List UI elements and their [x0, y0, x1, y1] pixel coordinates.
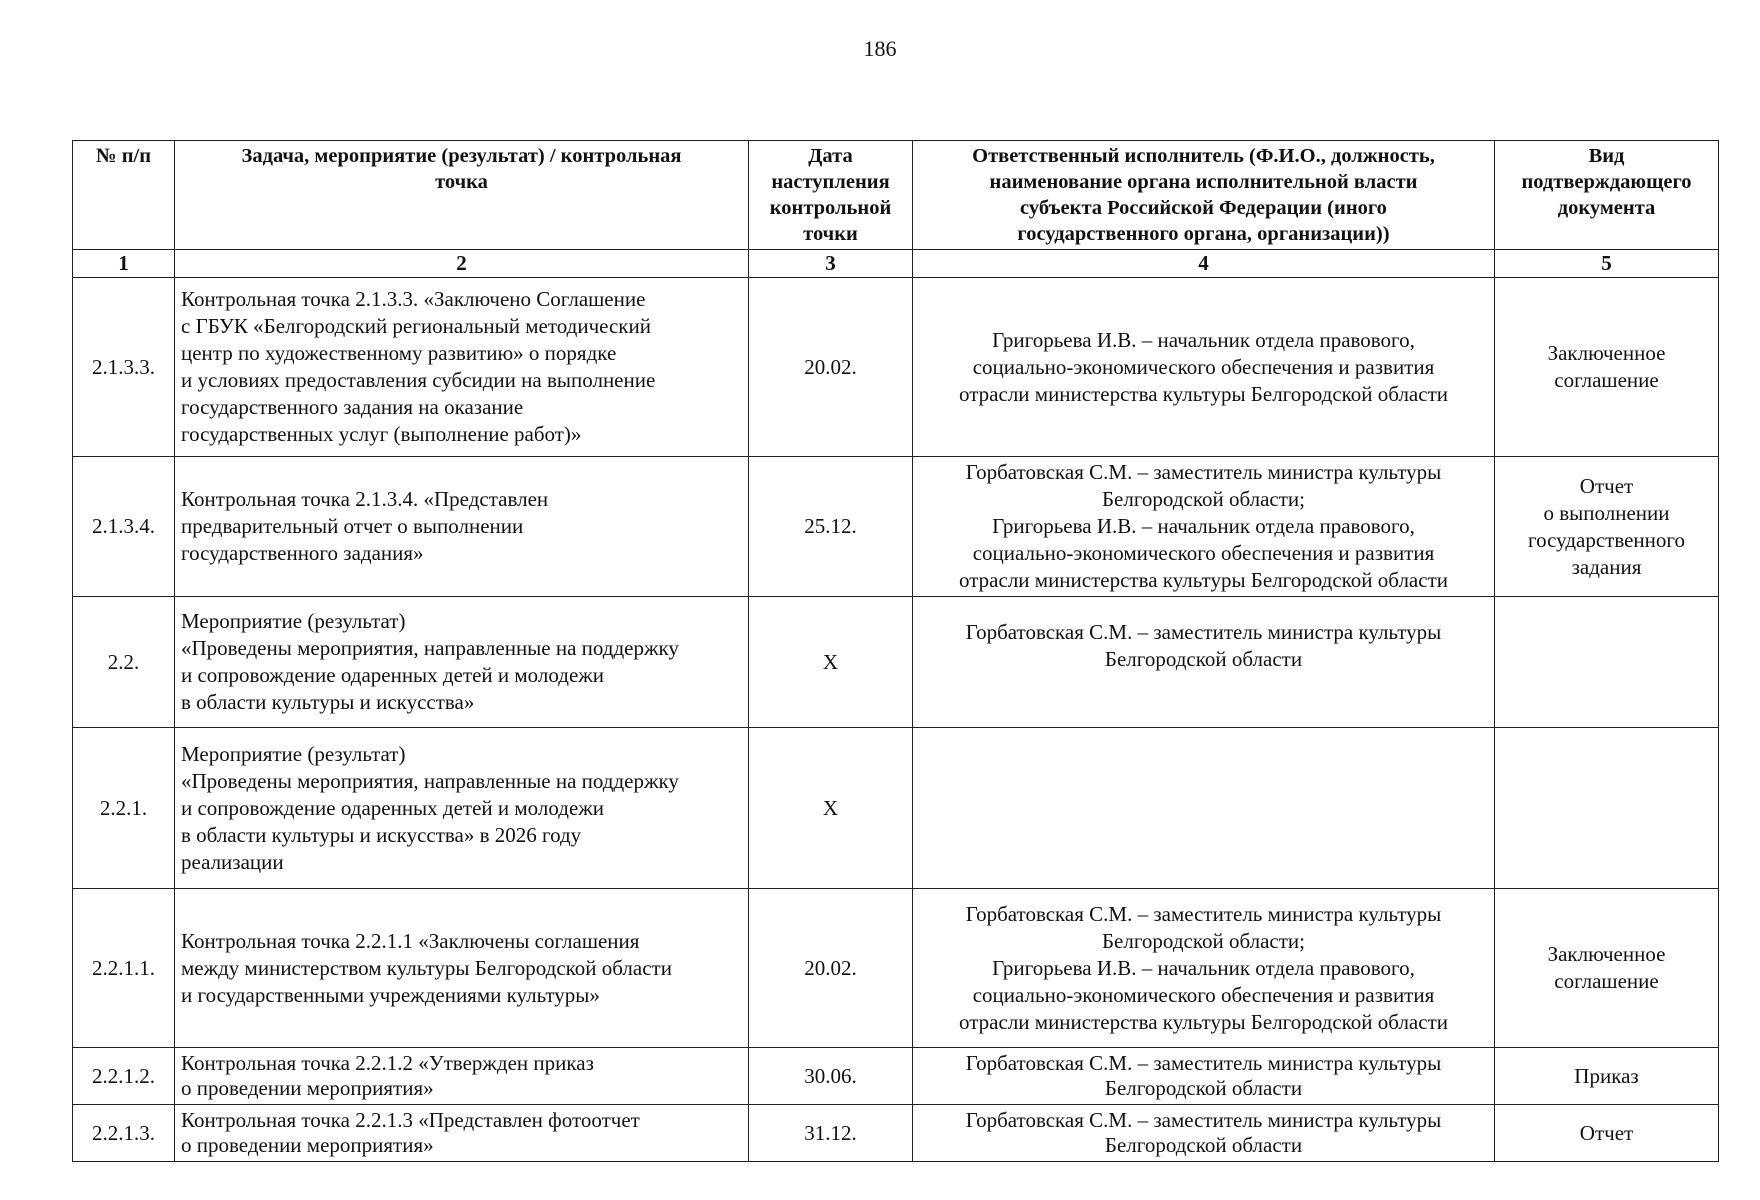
- row-task: Контрольная точка 2.2.1.3 «Представлен фотоотчет о проведении мероприятия»: [175, 1105, 749, 1162]
- row-executor: Горбатовская С.М. – заместитель министра культуры Белгородской области; Григорьева И.В. – начальник отдела правового, социально-экономического обеспечения и развития отрасли министерства культуры Белгородской области: [913, 889, 1495, 1048]
- row-executor: Горбатовская С.М. – заместитель министра культуры Белгородской области; Григорьева И.В. – начальник отдела правового, социально-экономического обеспечения и развития отрасли министерства культуры Белгородской области: [913, 457, 1495, 597]
- row-task: Мероприятие (результат) «Проведены мероприятия, направленные на поддержку и сопровождение одаренных детей и молодежи в области культуры и искусства» в 2026 году реализации: [175, 728, 749, 889]
- row-executor: [913, 728, 1495, 889]
- row-number: 2.2.1.1.: [73, 889, 175, 1048]
- row-date: 30.06.: [749, 1048, 913, 1105]
- row-date: 25.12.: [749, 457, 913, 597]
- column-number-row: [73, 250, 1719, 278]
- row-executor: Горбатовская С.М. – заместитель министра культуры Белгородской области: [913, 597, 1495, 728]
- row-number: 2.1.3.3.: [73, 278, 175, 457]
- row-document: [1495, 728, 1719, 889]
- column-number: 2: [175, 250, 749, 278]
- row-task: Контрольная точка 2.1.3.4. «Представлен предварительный отчет о выполнении государственного задания»: [175, 457, 749, 597]
- row-number: 2.2.1.3.: [73, 1105, 175, 1162]
- row-number: 2.2.: [73, 597, 175, 728]
- header-document: Вид подтверждающего документа: [1495, 141, 1719, 250]
- column-number: 4: [913, 250, 1495, 278]
- control-points-table: [72, 140, 1719, 1162]
- column-number: 3: [749, 250, 913, 278]
- row-document: Отчет о выполнении государственного задания: [1495, 457, 1719, 597]
- row-task: Контрольная точка 2.1.3.3. «Заключено Соглашение с ГБУК «Белгородский региональный методический центр по художественному развитию» о порядке и условиях предоставления субсидии на выполнение государственного задания на оказание государственных услуг (выполнение работ)»: [175, 278, 749, 457]
- row-number: 2.2.1.: [73, 728, 175, 889]
- row-date: Х: [749, 728, 913, 889]
- row-document: Заключенное соглашение: [1495, 278, 1719, 457]
- table-row: [73, 457, 1719, 597]
- table-row: [73, 1105, 1719, 1162]
- row-date: 20.02.: [749, 889, 913, 1048]
- row-number: 2.1.3.4.: [73, 457, 175, 597]
- row-document: [1495, 597, 1719, 728]
- row-number: 2.2.1.2.: [73, 1048, 175, 1105]
- row-task: Контрольная точка 2.2.1.2 «Утвержден приказ о проведении мероприятия»: [175, 1048, 749, 1105]
- row-date: 20.02.: [749, 278, 913, 457]
- table-row: [73, 278, 1719, 457]
- header-number: № п/п: [73, 141, 175, 250]
- column-number: 1: [73, 250, 175, 278]
- header-date: Дата наступления контрольной точки: [749, 141, 913, 250]
- page-number: 186: [863, 36, 897, 61]
- table-row: [73, 728, 1719, 889]
- row-task: Мероприятие (результат) «Проведены мероприятия, направленные на поддержку и сопровождение одаренных детей и молодежи в области культуры и искусства»: [175, 597, 749, 728]
- table-row: [73, 597, 1719, 728]
- row-task: Контрольная точка 2.2.1.1 «Заключены соглашения между министерством культуры Белгородской области и государственными учреждениями культуры»: [175, 889, 749, 1048]
- column-number: 5: [1495, 250, 1719, 278]
- table-row: [73, 889, 1719, 1048]
- header-task: Задача, мероприятие (результат) / контрольная точка: [175, 141, 749, 250]
- table-row: [73, 1048, 1719, 1105]
- header-executor: Ответственный исполнитель (Ф.И.О., должность, наименование органа исполнительной власти субъекта Российской Федерации (иного государственного органа, организации)): [913, 141, 1495, 250]
- row-executor: Горбатовская С.М. – заместитель министра культуры Белгородской области: [913, 1048, 1495, 1105]
- row-date: 31.12.: [749, 1105, 913, 1162]
- row-document: Приказ: [1495, 1048, 1719, 1105]
- table-header-row: [73, 141, 1719, 250]
- row-date: Х: [749, 597, 913, 728]
- row-executor: Григорьева И.В. – начальник отдела правового, социально-экономического обеспечения и развития отрасли министерства культуры Белгородской области: [913, 278, 1495, 457]
- row-document: Отчет: [1495, 1105, 1719, 1162]
- row-executor: Горбатовская С.М. – заместитель министра культуры Белгородской области: [913, 1105, 1495, 1162]
- row-document: Заключенное соглашение: [1495, 889, 1719, 1048]
